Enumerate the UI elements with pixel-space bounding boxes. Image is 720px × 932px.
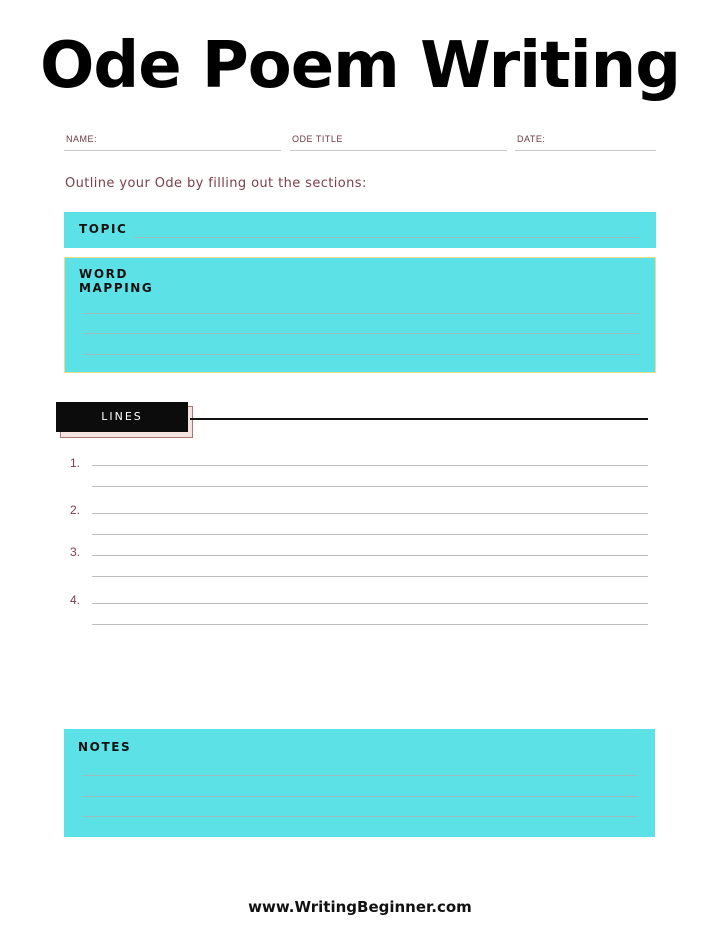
instructions-text: Outline your Ode by filling out the sections: bbox=[65, 176, 367, 191]
line-3-b[interactable] bbox=[92, 576, 648, 577]
topic-label: TOPIC bbox=[79, 222, 128, 236]
line-2-b[interactable] bbox=[92, 534, 648, 535]
page-title: Ode Poem Writing bbox=[39, 29, 681, 103]
line-number-4: 4. bbox=[70, 593, 81, 607]
ode-title-label: ODE TITLE bbox=[292, 134, 343, 144]
word-mapping-label-line2: MAPPING bbox=[79, 281, 154, 295]
notes-line-1[interactable] bbox=[82, 775, 638, 776]
word-mapping-line-3[interactable] bbox=[83, 354, 639, 355]
topic-panel bbox=[64, 212, 656, 248]
line-4-b[interactable] bbox=[92, 624, 648, 625]
notes-line-3[interactable] bbox=[82, 816, 638, 817]
lines-tab bbox=[56, 402, 188, 432]
line-3-a[interactable] bbox=[92, 555, 648, 556]
lines-label: LINES bbox=[101, 410, 143, 423]
lines-divider bbox=[190, 418, 648, 420]
word-mapping-label-line1: WORD bbox=[79, 267, 129, 281]
line-number-2: 2. bbox=[70, 503, 81, 517]
date-label: DATE: bbox=[517, 134, 546, 144]
name-field[interactable] bbox=[64, 134, 281, 151]
notes-label: NOTES bbox=[78, 740, 132, 754]
name-label: NAME: bbox=[66, 134, 98, 144]
notes-panel bbox=[64, 729, 655, 837]
word-mapping-panel bbox=[64, 257, 656, 373]
ode-title-field[interactable] bbox=[290, 134, 507, 151]
footer-website: www.WritingBeginner.com bbox=[248, 898, 472, 916]
word-mapping-line-1[interactable] bbox=[83, 313, 639, 314]
line-number-1: 1. bbox=[70, 456, 81, 470]
line-number-3: 3. bbox=[70, 545, 81, 559]
line-1-a[interactable] bbox=[92, 465, 648, 466]
topic-write-line[interactable] bbox=[134, 237, 639, 238]
line-4-a[interactable] bbox=[92, 603, 648, 604]
word-mapping-line-2[interactable] bbox=[83, 333, 639, 334]
date-field[interactable] bbox=[515, 134, 656, 151]
notes-line-2[interactable] bbox=[82, 796, 638, 797]
line-1-b[interactable] bbox=[92, 486, 648, 487]
line-2-a[interactable] bbox=[92, 513, 648, 514]
